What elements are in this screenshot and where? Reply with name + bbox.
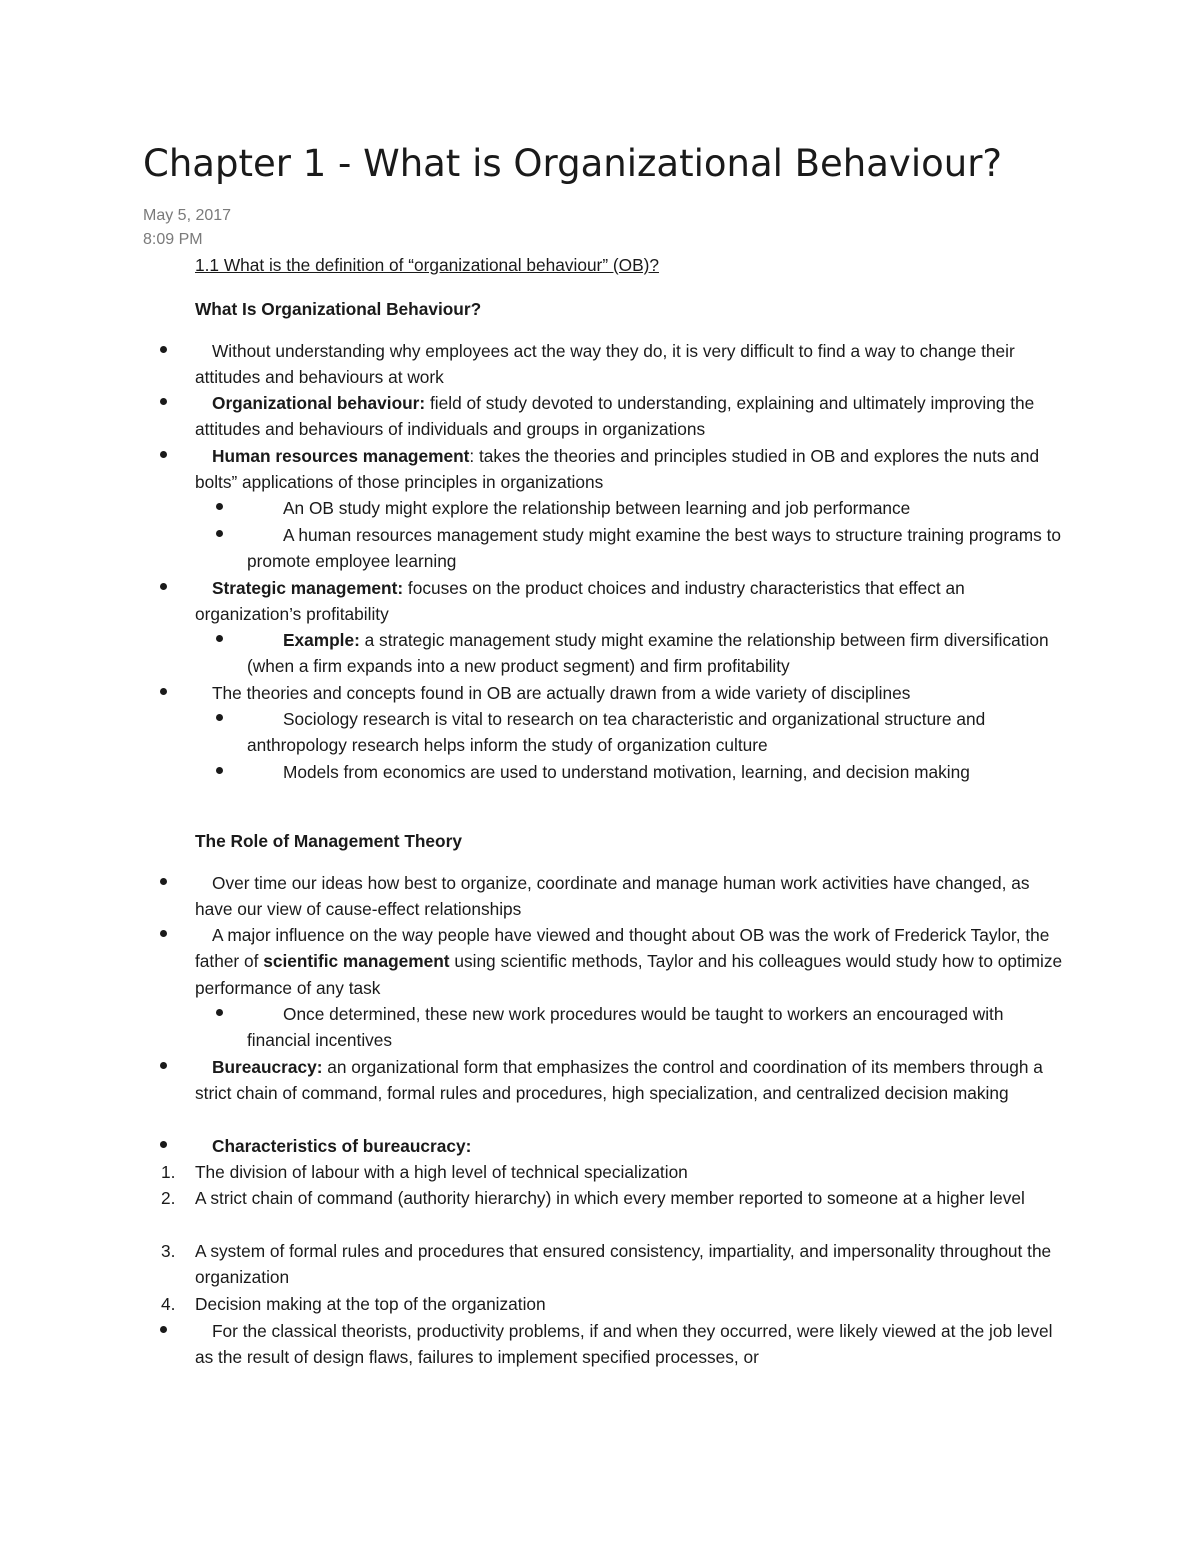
item-number: 2. [161, 1188, 176, 1208]
bullet-icon [160, 346, 167, 353]
numbered-item [161, 1159, 1065, 1185]
section-link[interactable]: 1.1 What is the definition of “organizational behaviour” (OB)? [195, 255, 659, 275]
numbered-item [161, 1291, 1065, 1317]
bullet-icon [216, 635, 223, 642]
list-item [247, 759, 1067, 785]
list-item [195, 870, 1065, 923]
item-text: Without understanding why employees act the way they do, it is very difficult to find a way to change their attitudes and behaviours at work [195, 341, 1015, 388]
bullet-icon [216, 767, 223, 774]
list-item [195, 1133, 1065, 1159]
list-item [195, 575, 1065, 628]
item-text: A system of formal rules and procedures that ensured consistency, impartiality, and impersonality throughout the organization [195, 1241, 1052, 1288]
list-item [195, 390, 1065, 443]
item-number: 4. [161, 1294, 176, 1314]
bullet-icon [160, 451, 167, 458]
numbered-item [161, 1185, 1065, 1211]
item-text: Over time our ideas how best to organize, coordinate and manage human work activities have changed, as have our view of cause-effect relationships [195, 873, 1030, 920]
item-text: field of study devoted to understanding, explaining and ultimately improving the attitudes and behaviours of individuals and groups in organizations [195, 393, 1035, 440]
numbered-item [161, 1238, 1065, 1291]
section-heading: What Is Organizational Behaviour? [195, 299, 482, 319]
item-text: For the classical theorists, productivity problems, if and when they occurred, were likely viewed at the job level as the result of design flaws, failures to implement specified processes, or [195, 1321, 1053, 1368]
item-text: The division of labour with a high level of technical specialization [195, 1162, 688, 1182]
bullet-icon [160, 688, 167, 695]
item-text: : takes the theories and principles studied in OB and explores the nuts and bolts” applications of those principles in organizations [195, 446, 1040, 493]
list-item [195, 443, 1065, 496]
list-item [247, 1001, 1067, 1054]
bullet-icon [216, 714, 223, 721]
item-text: Once determined, these new work procedures would be taught to workers an encouraged with financial incentives [247, 1004, 1004, 1051]
item-term: Human resources management [212, 446, 470, 466]
item-text: Decision making at the top of the organization [195, 1294, 546, 1314]
item-term: scientific management [263, 951, 450, 972]
list-item [247, 495, 1067, 521]
item-text: Models from economics are used to understand motivation, learning, and decision making [283, 762, 970, 782]
list-item [195, 338, 1065, 391]
item-number: 1. [161, 1162, 176, 1182]
bullet-icon [160, 930, 167, 937]
item-number: 3. [161, 1241, 176, 1261]
item-term: Bureaucracy: [212, 1057, 323, 1077]
bullet-icon [160, 878, 167, 885]
item-text: An OB study might explore the relationship between learning and job performance [283, 498, 911, 518]
item-text: an organizational form that emphasizes the control and coordination of its members through a strict chain of command, formal rules and procedures, high specialization, and centralized decision making [195, 1057, 1043, 1104]
page-title: Chapter 1 - What is Organizational Behaviour? [143, 142, 1003, 185]
bullet-icon [216, 503, 223, 510]
list-item [247, 627, 1067, 680]
bullet-icon [216, 530, 223, 537]
bullet-icon [160, 1141, 167, 1148]
item-text: A human resources management study might examine the best ways to structure training programs to promote employee learning [247, 525, 1062, 572]
item-text: A strict chain of command (authority hierarchy) in which every member reported to someone at a higher level [195, 1188, 1025, 1208]
list-item [247, 706, 1067, 759]
item-text: focuses on the product choices and industry characteristics that effect an organization’s profitability [195, 578, 965, 625]
list-item [247, 522, 1067, 575]
bullet-icon [160, 398, 167, 405]
bullet-icon [160, 583, 167, 590]
bullet-icon [160, 1326, 167, 1333]
list-item [195, 1318, 1065, 1371]
item-text: A major influence on the way people have viewed and thought about OB was the work of Frederick Taylor, the father of [195, 925, 1050, 972]
item-term: Strategic management: [212, 578, 404, 598]
item-text: The theories and concepts found in OB are actually drawn from a wide variety of disciplines [212, 683, 911, 703]
bullet-icon [216, 1009, 223, 1016]
item-term: Example: [283, 630, 360, 650]
item-term: Organizational behaviour: [212, 393, 426, 413]
list-item [195, 680, 1065, 706]
note-time: 8:09 PM [143, 231, 203, 248]
item-text: using scientific methods, Taylor and his colleagues would study how to optimize performance of any task [195, 951, 1063, 998]
list-item [195, 922, 1065, 1001]
item-text: a strategic management study might examine the relationship between firm diversification (when a firm expands into a new product segment) and firm profitability [247, 630, 1049, 677]
list-item [195, 1054, 1065, 1107]
section-heading: The Role of Management Theory [195, 831, 462, 851]
bullet-icon [160, 1062, 167, 1069]
item-text: Sociology research is vital to research on tea characteristic and organizational structure and anthropology research helps inform the study of organization culture [247, 709, 986, 756]
note-date: May 5, 2017 [143, 207, 232, 224]
item-term: Characteristics of bureaucracy: [212, 1136, 472, 1156]
